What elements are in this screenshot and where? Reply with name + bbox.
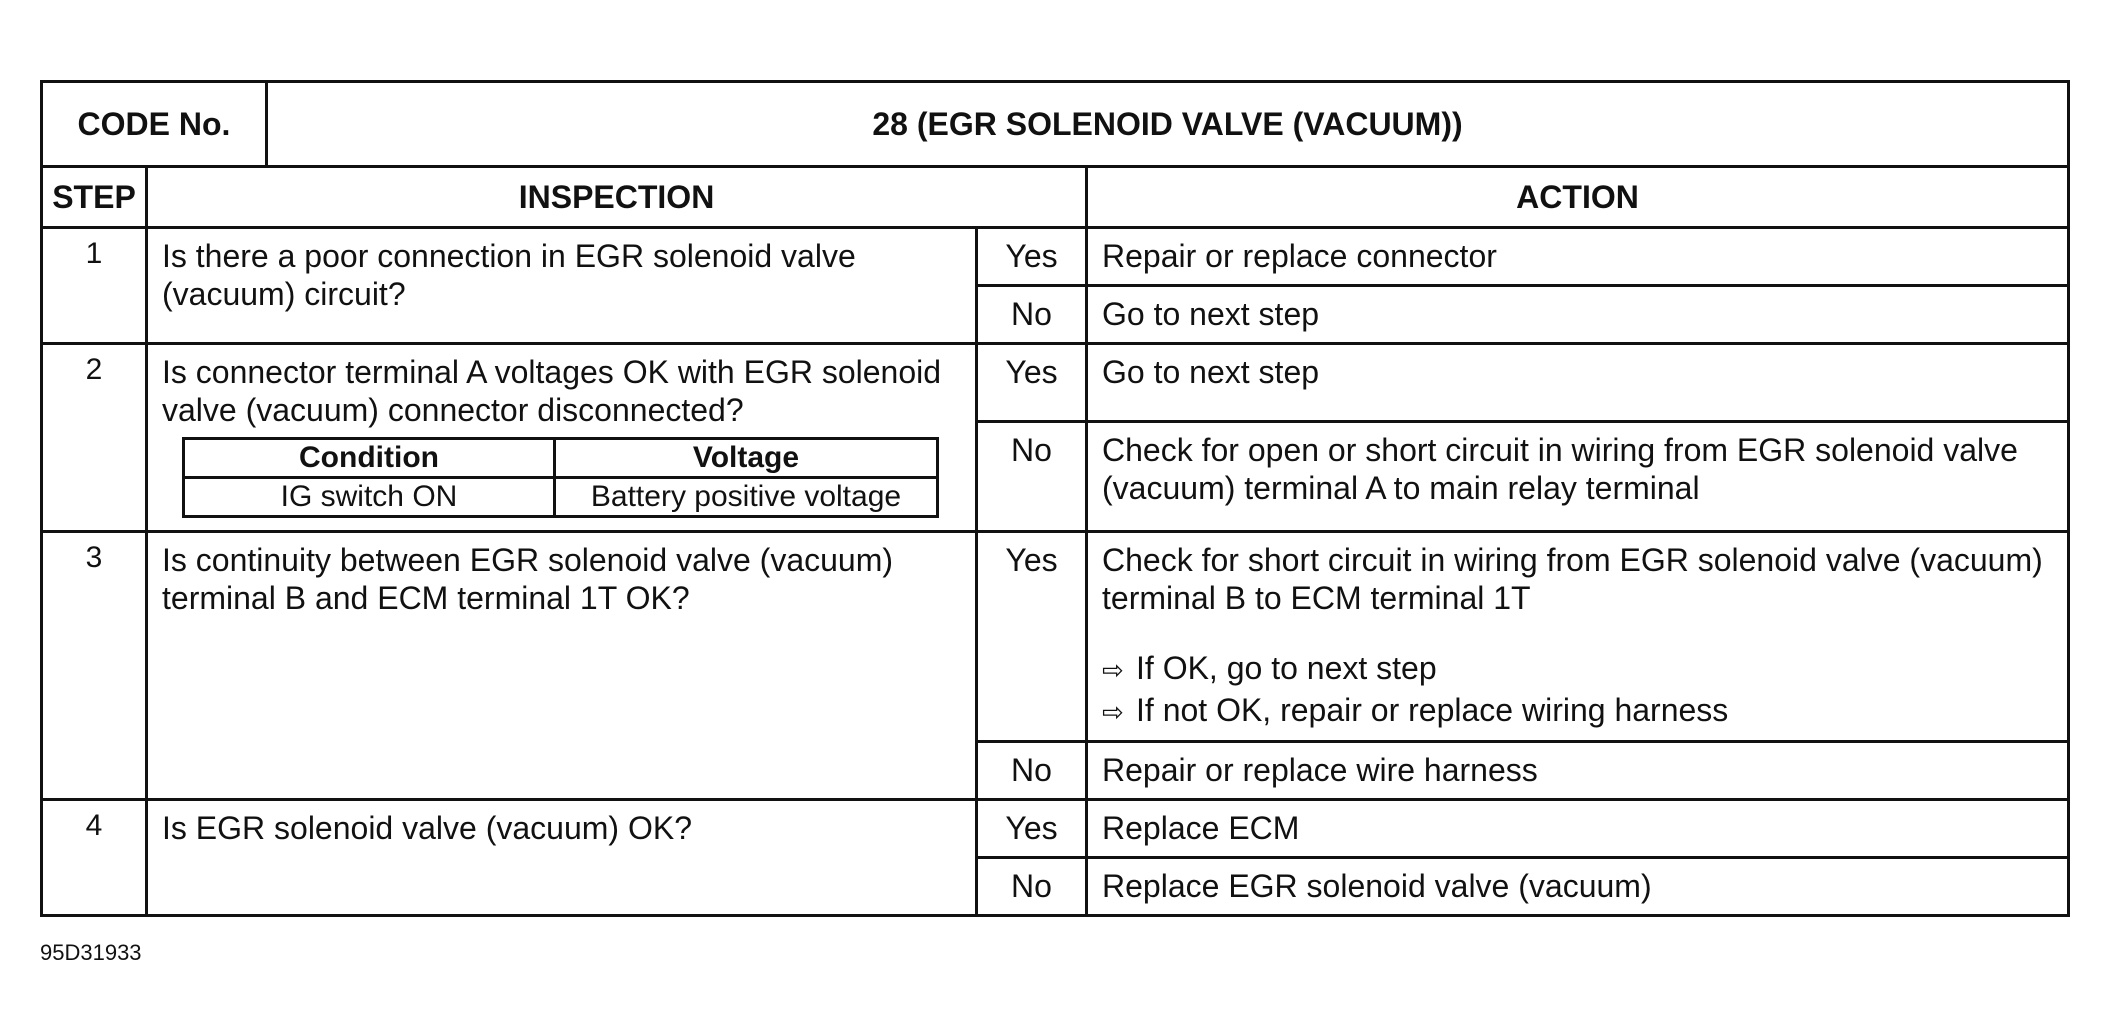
condition-table — [182, 437, 939, 518]
table-header-row — [42, 168, 2069, 228]
sub-item — [1102, 691, 2053, 731]
inspection-column-header: INSPECTION — [147, 168, 1087, 228]
sub-item-text: If OK, go to next step — [1136, 650, 1437, 686]
inspection-text: Is there a poor connection in EGR solenoid valve (vacuum) circuit? — [147, 228, 977, 344]
no-action: Check for open or short circuit in wiring from EGR solenoid valve (vacuum) terminal A to main relay terminal — [1087, 422, 2069, 532]
arrow-right-icon: ⇨ — [1102, 697, 1124, 727]
action-column-header: ACTION — [1087, 168, 2069, 228]
step-number: 1 — [42, 228, 147, 344]
yes-label: Yes — [977, 800, 1087, 858]
yes-action-cell — [1087, 532, 2069, 742]
no-action: Go to next step — [1087, 286, 2069, 344]
yes-action: Go to next step — [1087, 344, 2069, 422]
yes-label: Yes — [977, 228, 1087, 286]
inspection-text: Is EGR solenoid valve (vacuum) OK? — [147, 800, 977, 916]
step-column-header: STEP — [42, 168, 147, 228]
condition-header: Condition — [184, 439, 555, 478]
table-row — [42, 228, 2069, 286]
step-number: 4 — [42, 800, 147, 916]
diagnostic-table — [40, 168, 2070, 917]
inspection-text: Is continuity between EGR solenoid valve (vacuum) terminal B and ECM terminal 1T OK? — [147, 532, 977, 800]
step-number: 3 — [42, 532, 147, 800]
yes-label: Yes — [977, 532, 1087, 742]
step-number: 2 — [42, 344, 147, 532]
inspection-cell — [147, 344, 977, 532]
inspection-text: Is connector terminal A voltages OK with EGR solenoid valve (vacuum) connector disconnected? — [162, 354, 942, 428]
yes-action: Check for short circuit in wiring from EGR solenoid valve (vacuum) terminal B to ECM terminal 1T — [1102, 542, 2043, 616]
no-action: Replace EGR solenoid valve (vacuum) — [1087, 858, 2069, 916]
no-label: No — [977, 742, 1087, 800]
code-value: 28 (EGR SOLENOID VALVE (VACUUM)) — [872, 105, 1463, 142]
sub-item — [1102, 649, 2053, 689]
figure-id: 95D31933 — [40, 940, 142, 965]
no-action: Repair or replace wire harness — [1087, 742, 2069, 800]
sub-item-text: If not OK, repair or replace wiring harness — [1136, 692, 1729, 728]
yes-label: Yes — [977, 344, 1087, 422]
condition-value: IG switch ON — [184, 478, 555, 517]
table-row — [42, 344, 2069, 422]
yes-action: Repair or replace connector — [1087, 228, 2069, 286]
code-header-row — [40, 80, 2070, 168]
diagnostic-document — [40, 80, 2070, 917]
no-label: No — [977, 858, 1087, 916]
arrow-right-icon: ⇨ — [1102, 655, 1124, 685]
yes-action: Replace ECM — [1087, 800, 2069, 858]
voltage-header: Voltage — [555, 439, 938, 478]
table-row — [42, 532, 2069, 742]
no-label: No — [977, 286, 1087, 344]
voltage-value: Battery positive voltage — [555, 478, 938, 517]
no-label: No — [977, 422, 1087, 532]
code-label: CODE No. — [43, 83, 268, 165]
table-row — [42, 800, 2069, 858]
